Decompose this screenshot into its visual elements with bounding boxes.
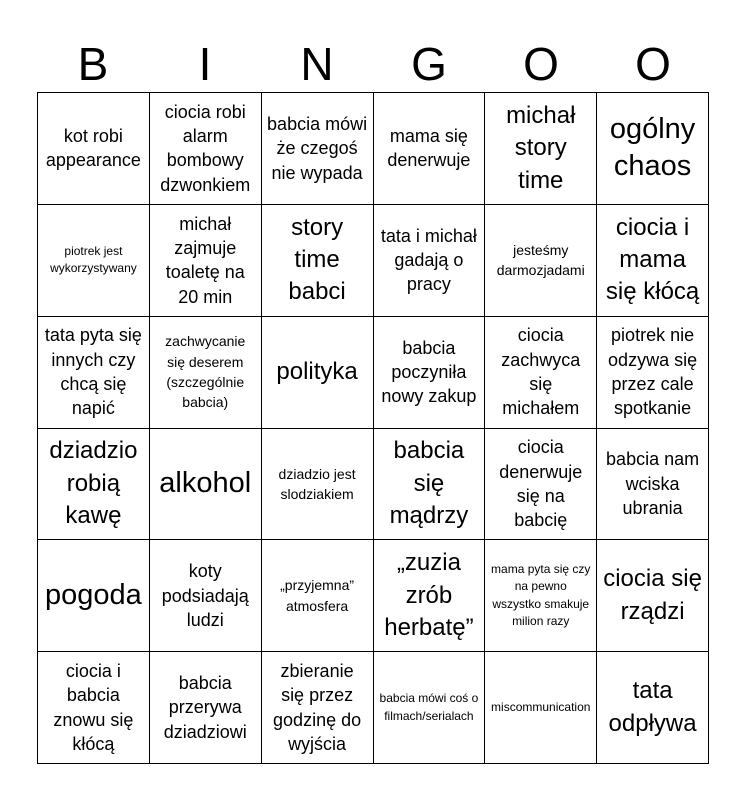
- bingo-cell[interactable]: [374, 205, 486, 317]
- bingo-cell[interactable]: [374, 429, 486, 541]
- cell-text: piotrek nie odzywa się przez cale spotkanie: [608, 325, 698, 419]
- cell-text: pogoda: [45, 578, 142, 611]
- cell-text: polityka: [276, 357, 358, 385]
- bingo-cell[interactable]: [38, 93, 150, 205]
- bingo-cell[interactable]: [262, 317, 374, 429]
- bingo-cell[interactable]: [38, 540, 150, 652]
- cell-text: ciocia i mama się kłócą: [605, 213, 700, 306]
- bingo-cell[interactable]: [374, 652, 486, 764]
- bingo-cell[interactable]: [597, 205, 709, 317]
- cell-text: „zuzia zrób herbatę”: [384, 549, 474, 641]
- cell-text: babcia poczyniła nowy zakup: [381, 337, 477, 407]
- cell-text: ciocia denerwuje się na babcię: [499, 437, 583, 531]
- cell-text: babcia mówi że czegoś nie wypada: [267, 113, 368, 183]
- bingo-cell[interactable]: [38, 317, 150, 429]
- cell-text: piotrek jest wykorzystywany: [50, 243, 137, 276]
- header-letter-n: N: [300, 38, 334, 90]
- bingo-board: [37, 92, 709, 764]
- cell-text: miscommunication: [491, 699, 591, 714]
- cell-text: babcia przerywa dziadziowi: [163, 673, 247, 742]
- bingo-cell[interactable]: [374, 317, 486, 429]
- bingo-header: [37, 36, 709, 92]
- bingo-cell[interactable]: [485, 93, 597, 205]
- bingo-cell[interactable]: [150, 93, 262, 205]
- bingo-cell[interactable]: [150, 652, 262, 764]
- header-letter-o-1: O: [523, 38, 559, 90]
- bingo-cell[interactable]: [150, 205, 262, 317]
- bingo-cell[interactable]: [262, 540, 374, 652]
- cell-text: tata i michał gadają o pracy: [380, 225, 477, 295]
- cell-text: babcia nam wciska ubrania: [606, 449, 700, 519]
- cell-text: ciocia i babcia znowu się kłócą: [53, 660, 134, 754]
- bingo-cell[interactable]: [485, 205, 597, 317]
- bingo-cell[interactable]: [597, 429, 709, 541]
- cell-text: zbieranie się przez godzinę do wyjścia: [273, 660, 362, 754]
- bingo-cell[interactable]: [262, 429, 374, 541]
- cell-text: jesteśmy darmozjadami: [496, 241, 585, 279]
- bingo-cell[interactable]: [597, 93, 709, 205]
- cell-text: babcia się mądrzy: [389, 437, 469, 530]
- cell-text: kot robi appearance: [45, 126, 141, 171]
- cell-text: „przyjemna” atmosfera: [280, 577, 355, 614]
- cell-text: ciocia zachwyca się michałem: [501, 325, 581, 419]
- bingo-cell[interactable]: [597, 317, 709, 429]
- bingo-cell[interactable]: [150, 429, 262, 541]
- cell-text: tata odpływa: [608, 677, 697, 737]
- header-letter-g: G: [411, 38, 447, 90]
- bingo-cell[interactable]: [485, 540, 597, 652]
- header-letter-i: I: [198, 38, 212, 90]
- cell-text: babcia mówi coś o filmach/serialach: [379, 691, 479, 723]
- cell-text: dziadzio jest slodziakiem: [278, 465, 356, 502]
- cell-text: alkohol: [159, 467, 252, 500]
- cell-text: ciocia robi alarm bombowy dzwonkiem: [160, 101, 251, 195]
- bingo-cell[interactable]: [150, 540, 262, 652]
- cell-text: zachwycanie się deserem (szczególnie babcia): [165, 333, 246, 411]
- cell-text: ogólny chaos: [609, 112, 696, 183]
- bingo-cell[interactable]: [38, 652, 150, 764]
- bingo-cell[interactable]: [262, 93, 374, 205]
- bingo-cell[interactable]: [597, 652, 709, 764]
- cell-text: dziadzio robią kawę: [49, 437, 138, 530]
- bingo-cell[interactable]: [485, 317, 597, 429]
- cell-text: mama się denerwuje: [387, 126, 471, 171]
- bingo-cell[interactable]: [262, 205, 374, 317]
- header-letter-o-2: O: [635, 38, 671, 90]
- cell-text: story time babci: [288, 213, 346, 306]
- cell-text: michał zajmuje toaletę na 20 min: [165, 213, 245, 307]
- cell-text: koty podsiadają ludzi: [161, 561, 249, 630]
- bingo-cell[interactable]: [38, 429, 150, 541]
- bingo-cell[interactable]: [374, 540, 486, 652]
- bingo-cell[interactable]: [262, 652, 374, 764]
- bingo-cell[interactable]: [374, 93, 486, 205]
- bingo-cell[interactable]: [597, 540, 709, 652]
- cell-text: ciocia się rządzi: [603, 565, 702, 625]
- cell-text: mama pyta się czy na pewno wszystko smakuje milion razy: [491, 561, 591, 629]
- bingo-cell[interactable]: [150, 317, 262, 429]
- cell-text: tata pyta się innych czy chcą się napić: [44, 325, 142, 419]
- bingo-cell[interactable]: [485, 652, 597, 764]
- cell-text: michał story time: [506, 101, 576, 194]
- header-letter-b: B: [77, 38, 109, 90]
- bingo-cell[interactable]: [38, 205, 150, 317]
- bingo-cell[interactable]: [485, 429, 597, 541]
